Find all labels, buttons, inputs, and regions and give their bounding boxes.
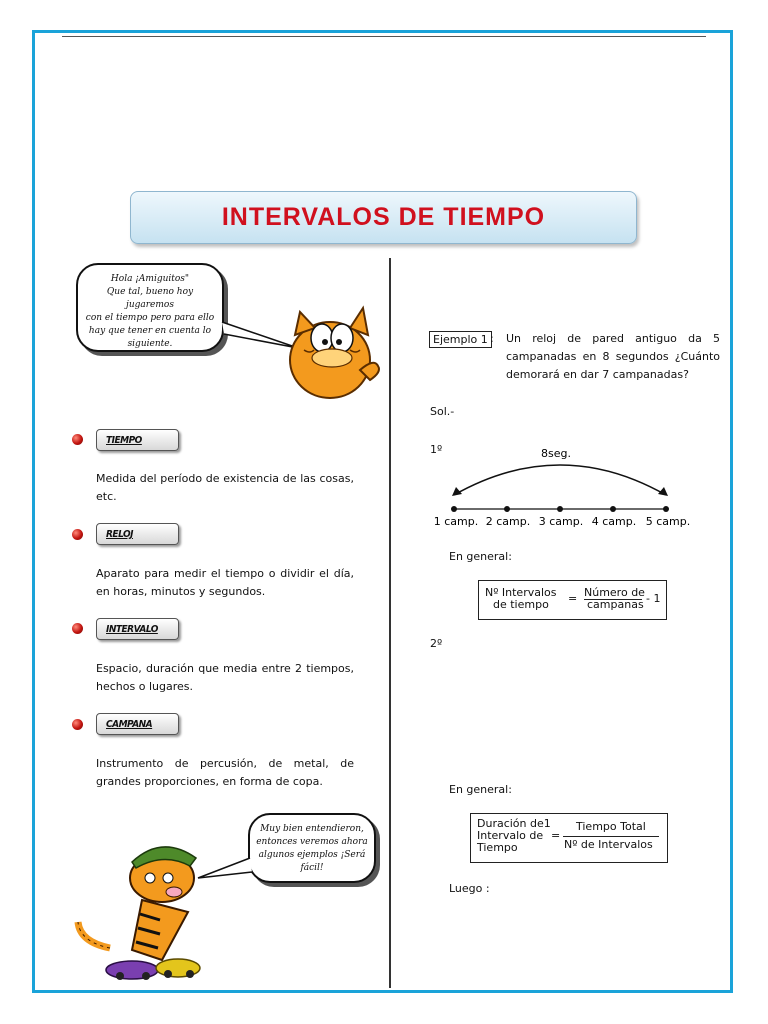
general-label-2: En general: [449, 783, 512, 796]
bubble-line: algunos ejemplos ¡Será [258, 850, 366, 860]
formula2-left-1: Duración de1 [477, 817, 551, 830]
page-title: INTERVALOS DE TIEMPO [221, 203, 546, 231]
speech-bubble-outro [248, 813, 376, 883]
bell-point [610, 506, 616, 512]
definition-reloj: Aparato para medir el tiempo o dividir el día, en horas, minutos y segundos. [96, 567, 354, 598]
formula1-equals: = [568, 592, 578, 605]
formula-intervals [478, 580, 667, 620]
step-2-label: 2º [430, 637, 443, 650]
problem-line: campanadas en 8 segundos ¿Cuánto [506, 350, 720, 363]
bell-point [451, 506, 457, 512]
formula1-left-bottom: de tiempo [493, 598, 549, 611]
formula1-right-top: Número de [584, 586, 645, 599]
bubble-line: Que tal, bueno hoy jugaremos [106, 287, 194, 310]
fraction-bar [563, 836, 659, 837]
bubble-line: hay que tener en cuenta lo [88, 326, 212, 336]
bubble-line: Muy bien entendieron, [260, 824, 364, 834]
bell-point [663, 506, 669, 512]
formula1-right-bottom: campanas [587, 598, 644, 611]
term-label-reloj: RELOJ [96, 523, 179, 545]
formula-duration [470, 813, 668, 863]
bubble-line: con el tiempo pero para ello [85, 313, 215, 323]
luego-label: Luego : [449, 882, 490, 895]
formula1-left-top: Nº Intervalos [485, 586, 557, 599]
camp-label: 4 camp. [591, 515, 637, 528]
cartoon-tiger-illustration [70, 838, 260, 988]
camp-label: 1 camp. [433, 515, 479, 528]
bullet-icon [72, 719, 83, 730]
general-label-1: En general: [449, 550, 512, 563]
bubble-line: fácil! [300, 863, 324, 873]
problem-line: demorará en dar 7 campanadas? [506, 368, 689, 381]
bell-point [504, 506, 510, 512]
bubble-line: entonces veremos ahora [256, 837, 368, 847]
example-problem [506, 330, 720, 384]
camp-label: 3 camp. [538, 515, 584, 528]
term-label-campana: CAMPANA [96, 713, 179, 735]
formula2-left-3: Tiempo [477, 841, 518, 854]
camp-label: 2 camp. [485, 515, 531, 528]
term-label-intervalo: INTERVALO [96, 618, 179, 640]
solution-label: Sol.- [430, 405, 455, 418]
bell-point [557, 506, 563, 512]
formula2-numerator: Tiempo Total [576, 820, 646, 833]
bullet-icon [72, 623, 83, 634]
arc-label: 8seg. [541, 447, 571, 460]
camp-label: 5 camp. [645, 515, 691, 528]
cartoon-cat-illustration [200, 290, 400, 400]
title-banner [130, 191, 637, 244]
header-rule [62, 36, 706, 37]
bubble-line: Hola ¡Amiguitos" [110, 274, 190, 284]
definition-tiempo: Medida del período de existencia de las cosas, etc. [96, 472, 354, 503]
example-colon: : [490, 332, 494, 345]
formula1-minus: - 1 [646, 592, 661, 605]
formula2-denominator: Nº de Intervalos [564, 838, 653, 851]
formula2-left-2: Intervalo de [477, 829, 544, 842]
example-label: Ejemplo 1 [429, 331, 492, 348]
formula2-equals: = [551, 829, 561, 842]
bubble-line: siguiente. [127, 339, 173, 349]
problem-line: Un reloj de pared antiguo da 5 [506, 332, 720, 345]
bell-timeline-diagram [430, 440, 710, 540]
definition-intervalo: Espacio, duración que media entre 2 tiempos, hechos o lugares. [96, 662, 354, 693]
bullet-icon [72, 529, 83, 540]
term-label-tiempo: TIEMPO [96, 429, 179, 451]
step-1-label: 1º [430, 443, 443, 456]
bullet-icon [72, 434, 83, 445]
definition-campana: Instrumento de percusión, de metal, de grandes proporciones, en forma de copa. [96, 757, 354, 788]
